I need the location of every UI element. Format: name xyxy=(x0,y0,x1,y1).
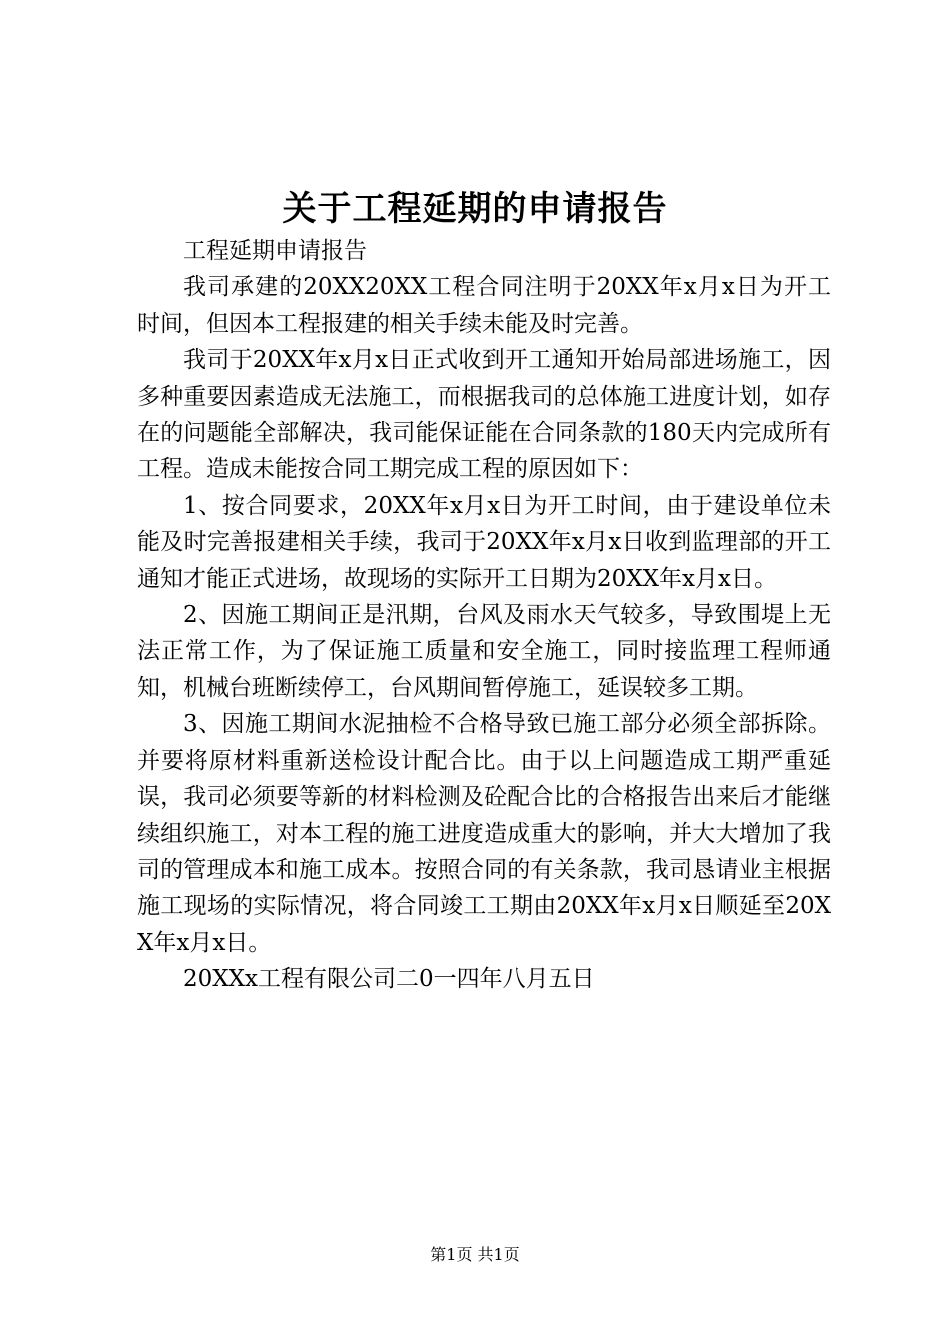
document-body xyxy=(137,233,831,998)
subtitle-paragraph: 工程延期申请报告 xyxy=(183,238,367,264)
background-paragraph: 我司于20XX年x月x日正式收到开工通知开始局部进场施工，因多种重要因素造成无法施工，而根据我司的总体施工进度计划，如存在的问题能全部解决，我司能保证能在合同条款的180天内完成所有工程。造成未能按合同工期完成工程的原因如下： xyxy=(137,347,831,483)
signature-paragraph: 20XXx工程有限公司二0一四年八月五日 xyxy=(183,966,595,993)
document-title: 关于工程延期的申请报告 xyxy=(282,189,668,229)
page-footer: 第1页 共1页 xyxy=(430,1245,520,1264)
intro-paragraph: 我司承建的20XX20XX工程合同注明于20XX年x月x日为开工时间，但因本工程报建的相关手续未能及时完善。 xyxy=(137,274,831,337)
reason-1-paragraph: 1、按合同要求，20XX年x月x日为开工时间，由于建设单位未能及时完善报建相关手续，我司于20XX年x月x日收到监理部的开工通知才能正式进场，故现场的实际开工日期为20XX年x月x日。 xyxy=(137,492,831,592)
reason-2-paragraph: 2、因施工期间正是汛期，台风及雨水天气较多，导致围堤上无法正常工作，为了保证施工质量和安全施工，同时接监理工程师通知，机械台班断续停工，台风期间暂停施工，延误较多工期。 xyxy=(137,602,831,701)
reason-3-paragraph: 3、因施工期间水泥抽检不合格导致已施工部分必须全部拆除。并要将原材料重新送检设计配合比。由于以上问题造成工期严重延误，我司必须要等新的材料检测及砼配合比的合格报告出来后才能继续组织施工，对本工程的施工进度造成重大的影响，并大大增加了我司的管理成本和施工成本。按照合同的有关条款，我司恳请业主根据施工现场的实际情况，将合同竣工工期由20XX年x月x日顺延至20XX年x月x日。 xyxy=(137,711,831,956)
